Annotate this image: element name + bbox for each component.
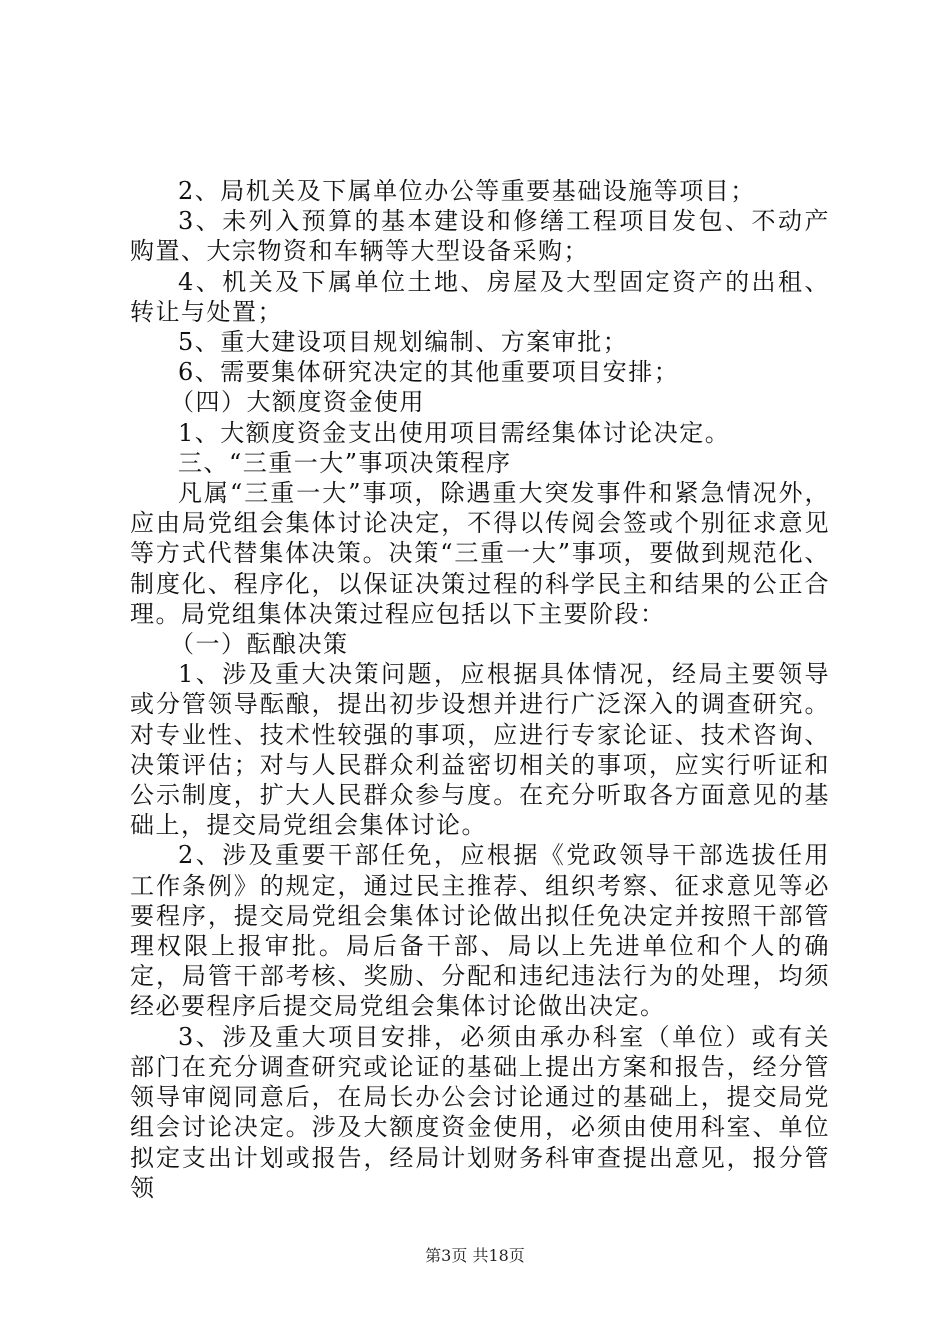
section-heading-deliberation: （一）酝酿决策: [170, 630, 349, 659]
paragraph-procedure-intro: 凡属“三重一大”事项，除遇重大突发事件和紧急情况外，应由局党组会集体讨论决定，不得以传阅会签或个别征求意见等方式代替集体决策。决策“三重一大”事项，要做到规范化、制度化、程序化，以保证决策过程的科学民主和结果的公正合理。局党组集体决策过程应包括以下主要阶段：: [130, 479, 830, 628]
paragraph-item-2: 2、局机关及下属单位办公等重要基础设施等项目；: [178, 177, 756, 205]
paragraph-item-6: 6、需要集体研究决定的其他重要项目安排；: [178, 358, 680, 387]
paragraph-large-funds-1: 1、大额度资金支出使用项目需经集体讨论决定。: [178, 418, 731, 447]
paragraph-deliberation-2: 2、涉及重要干部任免，应根据《党政领导干部选拔任用工作条例》的规定，通过民主推荐、组织考察、征求意见等必要程序，提交局党组会集体讨论做出拟任免决定并按照干部管理权限上报审批。局后备干部、局以上先进单位和个人的确定，局管干部考核、奖励、分配和违纪违法行为的处理，均须经必要程序后提交局党组会集体讨论做出决定。: [130, 841, 830, 1021]
paragraph-item-3: 3、未列入预算的基本建设和修缮工程项目发包、不动产购置、大宗物资和车辆等大型设备采购；: [130, 207, 830, 266]
paragraph-item-5: 5、重大建设项目规划编制、方案审批；: [178, 328, 629, 357]
paragraph-item-4: 4、机关及下属单位土地、房屋及大型固定资产的出租、转让与处置；: [130, 267, 830, 326]
paragraph-deliberation-1: 1、涉及重大决策问题，应根据具体情况，经局主要领导或分管领导酝酿，提出初步设想并进行广泛深入的调查研究。对专业性、技术性较强的事项，应进行专家论证、技术咨询、决策评估；对与人民群众利益密切相关的事项，应实行听证和公示制度，扩大人民群众参与度。在充分听取各方面意见的基础上，提交局党组会集体讨论。: [130, 660, 830, 840]
paragraph-deliberation-3: 3、涉及重大项目安排，必须由承办科室（单位）或有关部门在充分调查研究或论证的基础上提出方案和报告，经分管领导审阅同意后，在局长办公会讨论通过的基础上，提交局党组会讨论决定。涉及大额度资金使用，必须由使用科室、单位拟定支出计划或报告，经局计划财务科审查提出意见，报分管领: [130, 1022, 830, 1202]
document-body: [130, 176, 830, 1203]
page-footer: 第3页 共18页: [425, 1246, 525, 1265]
section-heading-large-funds: （四）大额度资金使用: [170, 388, 425, 417]
section-heading-decision-procedure: 三、“三重一大”事项决策程序: [178, 448, 512, 477]
